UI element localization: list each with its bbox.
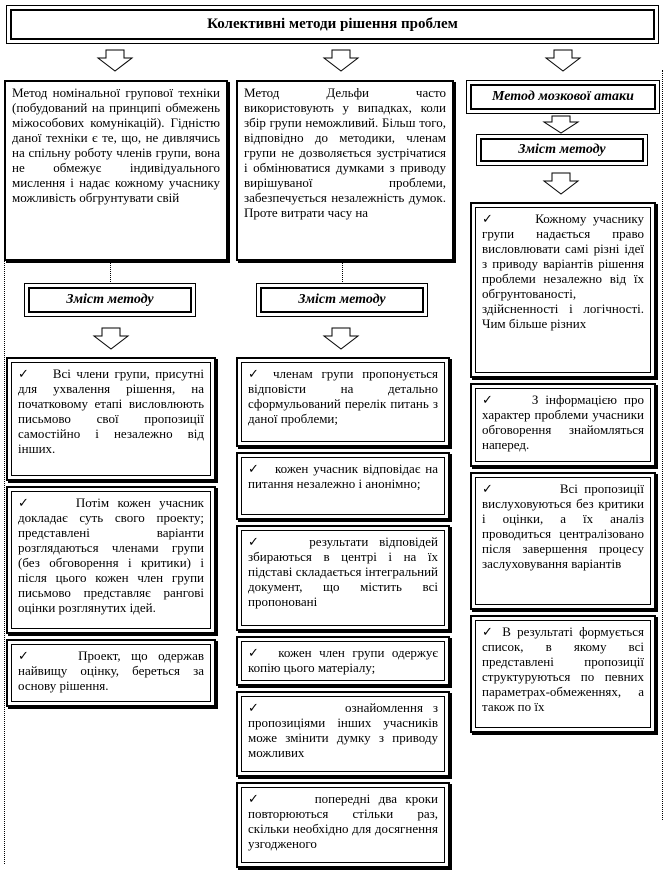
- col3-method-title-box: [466, 80, 660, 114]
- col3-method-title: Метод мозкової атаки: [470, 84, 656, 110]
- col2-item-5-text: ознайомлення з пропозиціями інших учасників може змінити думку з приводу можливих: [248, 700, 438, 760]
- col2-intro-text: Метод Дельфи часто використовують у випадках, коли збір групи неможливий. Більш того, відповідно до методики, членам групи не дозволяється зустрічатися і обмінюватися думками з приводу вирішуваної проблеми, забезпечується незалежність думок. Проте витрати часу на: [244, 85, 446, 220]
- down-arrow-icon: [97, 50, 133, 72]
- col3-item-3: [470, 472, 656, 610]
- right-connector: [662, 70, 664, 820]
- col1-content-header-box: [24, 283, 196, 317]
- check-icon: ✓: [482, 211, 497, 226]
- col3-item-1: [470, 202, 656, 378]
- col3-item-4: [470, 615, 656, 733]
- col2-item-6: [236, 782, 450, 868]
- col2-content-header-box: [256, 283, 428, 317]
- check-icon: ✓: [248, 534, 267, 549]
- col1-item-2: [6, 486, 216, 634]
- col1-intro-box: [4, 80, 228, 261]
- down-arrow-icon: [543, 173, 579, 195]
- check-icon: ✓: [482, 481, 497, 496]
- col3-item-1-text: Кожному учаснику групи надається право висловлювати самі різні ідеї з приводу варіантів рішення проблеми незалежно від їх обгрунтованості, здійсненності і логічності. Чим більше різних: [482, 211, 644, 331]
- check-icon: ✓: [248, 700, 266, 715]
- col1-content-header: Зміст методу: [28, 287, 192, 313]
- col1-item-1: [6, 357, 216, 481]
- diagram-title: Колективні методи рішення проблем: [10, 9, 655, 40]
- col3-content-header: Зміст методу: [480, 138, 644, 162]
- col2-item-5: [236, 691, 450, 777]
- diagram-title-box: [6, 5, 659, 44]
- col3-item-4-text: В результаті формується список, в якому всі представлені пропозиції структуруються по певних параметрах-обмеженнях, а також по їх: [482, 624, 644, 714]
- col1-intro-text: Метод номінальної групової техніки (побудований на принципі обмежень міжособових комунікацій). Гідністю даної техніки є те, що, не дивлячись на спільну роботу членів групи, вона не обмежує індивідуального мислення і надає кожному учаснику можливість обгрунтувати свій: [12, 85, 220, 205]
- col1-item-3-text: Проект, що одержав найвищу оцінку, береться за основу рішення.: [18, 648, 205, 693]
- col2-content-header: Зміст методу: [260, 287, 424, 313]
- down-arrow-icon: [323, 50, 359, 72]
- col1-link: [110, 262, 112, 284]
- col2-item-1: [236, 357, 450, 447]
- check-icon: ✓: [248, 791, 265, 806]
- col2-item-4-text: кожен член групи одержує копію цього матеріалу;: [248, 645, 438, 675]
- check-icon: ✓: [248, 461, 261, 476]
- col2-item-4: [236, 636, 450, 686]
- col2-item-3: [236, 525, 450, 631]
- check-icon: ✓: [18, 648, 37, 663]
- col2-item-2: [236, 452, 450, 520]
- col1-item-2-text: Потім кожен учасник докладає суть свого проекту; представлені варіанти розглядаються членами групи (без обговорення і критики) і після цього кожен член групи письмово представляє рангові оцінки розглянутих ідей.: [18, 495, 204, 615]
- check-icon: ✓: [18, 495, 35, 510]
- col2-item-2-text: кожен учасник відповідає на питання незалежно і анонімно;: [248, 461, 438, 491]
- col3-item-2-text: З інформацією про характер проблеми учасники обговорення знайомляться наперед.: [482, 392, 644, 452]
- down-arrow-icon: [545, 50, 581, 72]
- col3-content-header-box: [476, 134, 648, 166]
- check-icon: ✓: [248, 366, 265, 381]
- check-icon: ✓: [482, 624, 496, 639]
- check-icon: ✓: [482, 392, 497, 407]
- col2-item-1-text: членам групи пропонується відповісти на детально сформульований перелік питань з даної проблеми;: [248, 366, 439, 426]
- col1-item-3: [6, 639, 216, 707]
- col2-item-6-text: попередні два кроки повторюються стільки раз, скільки необхідно для досягнення узгодженого: [248, 791, 438, 851]
- check-icon: ✓: [248, 645, 264, 660]
- col1-item-1-text: Всі члени групи, присутні для ухвалення рішення, на початковому етапі висловлюють письмово свої пропозиції самостійно і незалежно від інших.: [18, 366, 204, 456]
- col3-item-2: [470, 383, 656, 467]
- check-icon: ✓: [18, 366, 32, 381]
- col2-intro-box: [236, 80, 454, 261]
- down-arrow-icon: [323, 328, 359, 350]
- down-arrow-icon: [93, 328, 129, 350]
- col2-link: [342, 262, 344, 284]
- down-arrow-icon: [543, 116, 579, 134]
- col3-item-3-text: Всі пропозиції вислуховуються без критики і оцінки, а їх аналіз проводиться централізовано після завершення процесу заслуховування варіантів: [482, 481, 644, 571]
- col2-item-3-text: результати відповідей збираються в центрі і на їх підставі складається інтегральний документ, що містить всі пропоновані: [248, 534, 438, 609]
